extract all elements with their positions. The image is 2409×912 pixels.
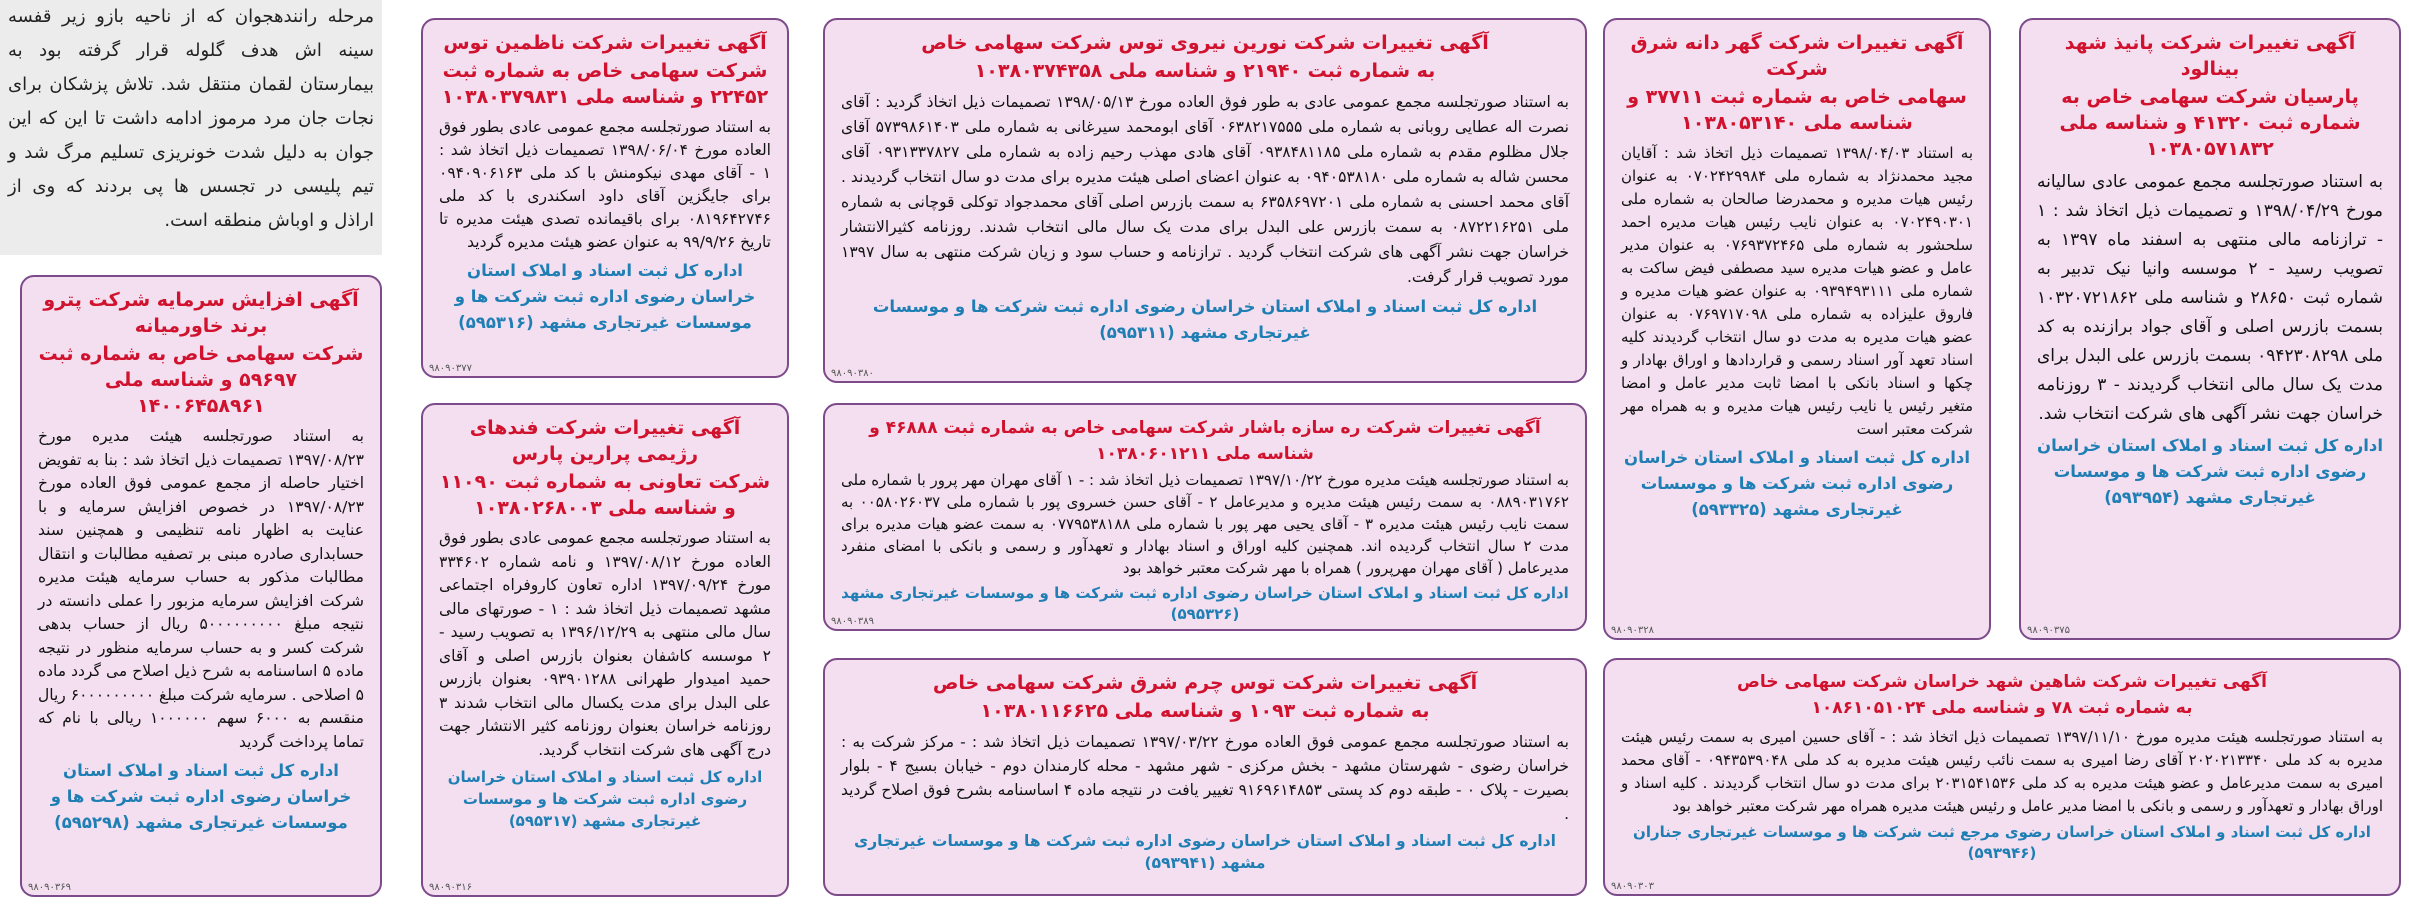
notice-signature: اداره کل ثبت اسناد و املاک استان خراسان رضوی اداره ثبت شرکت ها و موسسات غیرتجاری مشهد (۵۹۵۳۱۷): [447, 768, 763, 830]
notice-code: ۹۸۰۹۰۳۲۸: [1611, 625, 1654, 636]
notice-gohar-daneh: [1603, 18, 1991, 640]
news-text: مرحله رانندهجوان که از ناحیه بازو زیر قفسه سینه اش هدف گلوله قرار گرفته بود به بیمارستان لقمان منتقل شد. تلاش پزشکان برای نجات جان مرد مرموز ادامه داشت تا این که این جوان به دلیل شدت خونریزی تسلیم مرگ شد و تیم پلیسی در تجسس ها پی بردند که وی از اراذل و اوباش منطقه است.: [8, 6, 374, 231]
notice-title: آگهی تغییرات شرکت نورین نیروی توس شرکت سهامی خاص: [921, 32, 1489, 54]
notice-code: ۹۸۰۹۰۳۸۰: [831, 368, 874, 379]
notice-title: آگهی تغییرات شرکت پانیذ شهد بینالود: [2064, 32, 2356, 80]
notice-subtitle: به شماره ثبت ۱۰۹۳ و شناسه ملی ۱۰۳۸۰۱۱۶۶۲۵: [980, 700, 1430, 722]
news-article-fragment: [0, 0, 382, 255]
notice-rah-sazeh: [823, 403, 1587, 631]
notice-title: آگهی تغییرات شرکت گهر دانه شرق شرکت: [1630, 32, 1964, 80]
notice-code: ۹۸۰۹۰۳۸۹: [831, 616, 874, 627]
notice-signature: اداره کل ثبت اسناد و املاک استان خراسان رضوی اداره ثبت شرکت ها و موسسات غیرتجاری مشهد (۵۹۵۲۹۸): [50, 761, 352, 832]
notice-norin-niro: [823, 18, 1587, 383]
notice-body: به استناد صورتجلسه هیئت مدیره مورخ ۱۳۹۷/۱۰/۲۲ تصمیمات ذیل اتخاذ شد : - ۱ آقای مهران مهر پرور با شماره ملی ۰۸۸۹۰۳۱۷۶۲ به سمت رئیس هیئت مدیره و مدیرعامل ۲ - آقای حسن خسروی پور با شماره ملی ۰۰۵۸۰۲۶۰۳۷ به سمت نایب رئیس هیئت مدیره ۳ - آقای یحیی مهر پور با شماره ملی ۰۷۷۹۵۳۸۱۸۸ به سمت عضو هیات مدیره برای مدت ۲ سال انتخاب گردیده اند. همچنین کلیه اوراق و اسناد بهادار و تعهدآور و رسمی و بانکی با امضای منفرد مدیرعامل ( آقای مهران مهرپرور ) همراه با مهر شرکت معتبر خواهد بود: [841, 471, 1570, 577]
notice-signature: اداره کل ثبت اسناد و املاک استان خراسان رضوی اداره ثبت شرکت ها و موسسات غیرتجاری مشهد (۵۹۵۳۱۶): [454, 261, 756, 332]
notice-panizh-shahd: [2019, 18, 2401, 640]
notice-signature: اداره کل ثبت اسناد و املاک استان خراسان رضوی مرجع ثبت شرکت ها و موسسات غیرتجاری جناران (۵۹۳۹۴۶): [1633, 823, 2371, 862]
notice-petro-brand: [20, 275, 382, 897]
notice-signature: اداره کل ثبت اسناد و املاک استان خراسان رضوی اداره ثبت شرکت ها و موسسات غیرتجاری مشهد (۵۹۵۳۱۱): [872, 297, 1538, 342]
notice-body: به استناد ۱۳۹۸/۰۴/۰۳ تصمیمات ذیل اتخاذ شد : آقایان مجید محمدنژاد به شماره ملی ۰۷۰۲۴۲۹۹۸۴ به عنوان رئیس هیات مدیره و محمدرضا صالحان به شماره ملی ۰۷۰۲۴۹۰۳۰۱ به عنوان نایب رئیس هیات مدیره احمد سلحشور به شماره ملی ۰۷۶۹۳۷۲۴۶۵ به عنوان مدیر عامل و عضو هیات مدیره سید مصطفی فیض ساکت به شماره ملی ۰۹۳۹۴۹۳۱۱۱ به عنوان عضو هیات مدیره و فاروق علیزاده به شماره ملی ۰۷۶۹۷۱۷۰۹۸ به عنوان عضو هیات مدیره به مدت دو سال انتخاب گردیدند کلیه اسناد تعهد آور اسناد رسمی و قراردادها و اوراق بهادار و چکها و اسناد بانکی با امضا ثابت مدیر عامل و امضا متغیر رئیس یا نایب رئیس هیات مدیره و به همراه مهر شرکت معتبر است: [1621, 144, 1974, 438]
notice-code: ۹۸۰۹۰۳۰۳: [1611, 881, 1654, 892]
notice-shahin-shahd: [1603, 658, 2401, 896]
notice-code: ۹۸۰۹۰۳۷۷: [429, 363, 472, 374]
notice-subtitle: سهامی خاص به شماره ثبت ۳۷۷۱۱ و شناسه ملی ۱۰۳۸۰۵۳۱۴۰: [1627, 86, 1967, 134]
notice-code: ۹۸۰۹۰۳۷۵: [2027, 625, 2070, 636]
notice-tus-charm: [823, 658, 1587, 896]
notice-title: آگهی تغییرات شرکت فندهای رژیمی پرارین پارس: [469, 417, 741, 465]
notice-signature: اداره کل ثبت اسناد و املاک استان خراسان رضوی اداره ثبت شرکت ها و موسسات غیرتجاری مشهد (۵۹۳۹۴۱): [854, 832, 1556, 872]
notice-subtitle: شرکت تعاونی به شماره ثبت ۱۱۰۹۰ و شناسه ملی ۱۰۳۸۰۲۶۸۰۰۳: [439, 471, 771, 519]
notice-title: آگهی تغییرات شرکت شاهین شهد خراسان شرکت سهامی خاص: [1737, 672, 2267, 692]
notice-subtitle: به شماره ثبت ۷۸ و شناسه ملی ۱۰۸۶۱۰۵۱۰۲۴: [1811, 698, 2193, 718]
notice-title: آگهی تغییرات شرکت ره سازه باشار شرکت سهامی خاص به شماره ثبت ۴۶۸۸۸ و شناسه ملی ۱۰۳۸۰۶۰۱۲۱۱: [869, 418, 1541, 464]
notice-body: به استناد صورتجلسه مجمع عمومی عادی بطور فوق العاده مورخ ۱۳۹۸/۰۶/۰۴ تصمیمات ذیل اتخاذ شد : ۱ - آقای مهدی نیکومنش با کد ملی ۰۹۴۰۹۰۶۱۶۳ برای جایگزین آقای داود اسکندری با کد ملی ۰۸۱۹۶۴۲۷۴۶ برای باقیمانده تصدی هیئت مدیره تا تاریخ ۹۹/۹/۲۶ به عنوان عضو هیئت مدیره گردید: [439, 118, 771, 251]
notice-signature: اداره کل ثبت اسناد و املاک استان خراسان رضوی اداره ثبت شرکت ها و موسسات غیرتجاری مشهد (۵۹۳۳۲۵): [1624, 448, 1970, 519]
notice-signature: اداره کل ثبت اسناد و املاک استان خراسان رضوی اداره ثبت شرکت ها و موسسات غیرتجاری مشهد (۵۹۳۹۵۴): [2037, 436, 2383, 507]
notice-title: آگهی تغییرات شرکت توس چرم شرق شرکت سهامی خاص: [932, 672, 1478, 694]
notice-body: به استناد صورتجلسه مجمع عمومی عادی بطور فوق العاده مورخ ۱۳۹۷/۰۸/۱۲ و نامه شماره ۳۳۴۶۰۲ مورخ ۱۳۹۷/۰۹/۲۴ اداره تعاون کاروفراه اجتماعی مشهد تصمیمات ذیل اتخاذ شد : ۱ - صورتهای مالی سال مالی منتهی به ۱۳۹۶/۱۲/۲۹ به تصویب رسید - ۲ موسسه کاشفان بعنوان بازرس اصلی و آقای حمید امیدوار طهرانی ۰۹۳۹۰۱۲۸۸ بعنوان بازرس علی البدل برای مدت یکسال مالی انتخاب شدند ۳ روزنامه خراسان بعنوان روزنامه کثیر الانتشار جهت درج آگهی های شرکت انتخاب گردید.: [439, 529, 772, 759]
notice-title: آگهی تغییرات شرکت ناظمین توس: [443, 32, 767, 54]
notice-code: ۹۸۰۹۰۳۱۶: [429, 882, 472, 893]
notice-code: ۹۸۰۹۰۳۶۹: [28, 882, 71, 893]
notice-body: به استناد صورتجلسه مجمع عمومی فوق العاده مورخ ۱۳۹۷/۰۳/۲۲ تصمیمات ذیل اتخاذ شد : - مرکز شرکت به : خراسان رضوی - شهرستان مشهد - بخش مرکزی - شهر مشهد - محله کارمندان دوم - خیابان بسیج ۴ - بلوار بصیرت - پلاک ۰ - طبقه دوم کد پستی ۹۱۶۹۶۱۴۸۵۳ تغییر یافت در نتیجه ماده ۴ اساسنامه بشرح فوق اصلاح گردید .: [841, 733, 1570, 823]
notice-fandhaye-rejimi: [421, 403, 789, 897]
notice-body: به استناد صورتجلسه مجمع عمومی عادی به طور فوق العاده مورخ ۱۳۹۸/۰۵/۱۳ تصمیمات ذیل اتخاذ گردید : آقای نصرت اله عطایی روبانی به شماره ملی ۰۶۳۸۲۱۷۵۵۵ آقای ابومحمد سیرغانی به شماره ملی ۵۷۳۹۸۶۱۴۰۳ آقای جلال مظلوم مقدم به شماره ملی ۰۹۳۸۴۸۱۱۸۵ آقای هادی مهذب رحیم زاده به شماره ملی ۰۹۳۱۳۳۷۸۲۷ آقای محسن شاله به شماره ملی ۰۹۴۰۵۳۸۱۸۰ به عنوان اعضای اصلی هیئت مدیره برای مدت دو سال انتخاب گردیدند . آقای محمد احسنی به شماره ملی ۶۳۵۸۶۹۷۲۰۱ به سمت بازرس اصلی آقای محمدجواد توکلی قوچانی به شماره ملی ۰۸۷۲۲۱۶۲۵۱ به سمت بازرس علی البدل برای مدت یک سال مالی انتخاب شدند. روزنامه کثیرالانتشار خراسان جهت نشر آگهی های شرکت انتخاب گردید . ترازنامه و حساب سود و زیان شرکت منتهی به سال ۱۳۹۷ مورد تصویب قرار گرفت.: [841, 93, 1570, 286]
notice-title: آگهی افزایش سرمایه شرکت پترو برند خاورمیانه: [43, 289, 359, 337]
notice-subtitle: شرکت سهامی خاص به شماره ثبت ۲۲۴۵۲ و شناسه ملی ۱۰۳۸۰۳۷۹۸۳۱: [441, 60, 769, 108]
notice-subtitle: به شماره ثبت ۲۱۹۴۰ و شناسه ملی ۱۰۳۸۰۳۷۴۳۵۸: [974, 60, 1436, 82]
notice-body: به استناد صورتجلسه مجمع عمومی عادی سالیانه مورخ ۱۳۹۸/۰۴/۲۹ و تصمیمات ذیل اتخاذ شد : ۱ - ترازنامه مالی منتهی به اسفند ماه ۱۳۹۷ به تصویب رسید - ۲ موسسه وانیا نیک تدبیر به شماره ثبت ۲۸۶۵۰ و شناسه ملی ۱۰۳۲۰۷۲۱۸۶۲ بسمت بازرس اصلی و آقای جواد برازنده به کد ملی ۰۹۴۲۳۰۸۲۹۸ بسمت بازرس علی البدل برای مدت یک سال مالی انتخاب گردیدند - ۳ روزنامه خراسان جهت نشر آگهی های شرکت انتخاب شد.: [2037, 172, 2383, 424]
notice-body: به استناد صورتجلسه هیئت مدیره مورخ ۱۳۹۷/۰۸/۲۳ تصمیمات ذیل اتخاذ شد : بنا به تفویض اختیار حاصله از مجمع عمومی فوق العاده مورخ ۱۳۹۷/۰۸/۲۳ در خصوص افزایش سرمایه و با عنایت به اظهار نامه تنظیمی و همچنین سند حسابداری صادره مبنی بر تصفیه مطالبات و انتقال مطالبات مذکور به حساب سرمایه هیئت مدیره شرکت افزایش سرمایه مزبور را عملی دانسته در نتیجه مبلغ ۵۰۰۰۰۰۰۰۰۰ ریال از حساب بدهی شرکت کسر و به حساب سرمایه منظور در نتیجه ماده ۵ اساسنامه به شرح ذیل اصلاح می گردد ماده ۵ اصلاحی . سرمایه شرکت مبلغ ۶۰۰۰۰۰۰۰۰۰ ریال منقسم به ۶۰۰۰ سهم ۱۰۰۰۰۰۰ ریالی با نام که تماما پرداخت گردید: [38, 427, 364, 751]
notice-body: به استناد صورتجلسه هیئت مدیره مورخ ۱۳۹۷/۱۱/۱۰ تصمیمات ذیل اتخاذ شد : - آقای حسین امیری به سمت رئیس هیئت مدیره به کد ملی ۲۰۲۰۲۱۳۳۴۰ آقای رضا امیری به سمت نائب رئیس هیئت مدیره به کد ملی ۰۹۴۳۵۳۹۰۴۸ - آقای محمد امیری به سمت مدیرعامل و عضو هیئت مدیره به کد ملی ۲۰۳۱۵۴۱۵۳۶ برای مدت دو سال انتخاب گردیدند . کلیه اسناد و اوراق بهادار و تعهدآور و رسمی و بانکی با امضا مدیر عامل و رئیس هیئت مدیره همراه مهر شرکت معتبر خواهد بود: [1621, 728, 2384, 815]
notice-nazemin-tus: [421, 18, 789, 378]
notice-subtitle: شرکت سهامی خاص به شماره ثبت ۵۹۶۹۷ و شناسه ملی ۱۴۰۰۶۴۵۸۹۶۱: [38, 343, 364, 417]
notice-subtitle: پارسیان شرکت سهامی خاص به شماره ثبت ۴۱۳۲۰ و شناسه ملی ۱۰۳۸۰۵۷۱۸۳۲: [2059, 86, 2361, 160]
notice-signature: اداره کل ثبت اسناد و املاک استان خراسان رضوی اداره ثبت شرکت ها و موسسات غیرتجاری مشهد (۵۹۵۳۲۶): [841, 584, 1569, 623]
